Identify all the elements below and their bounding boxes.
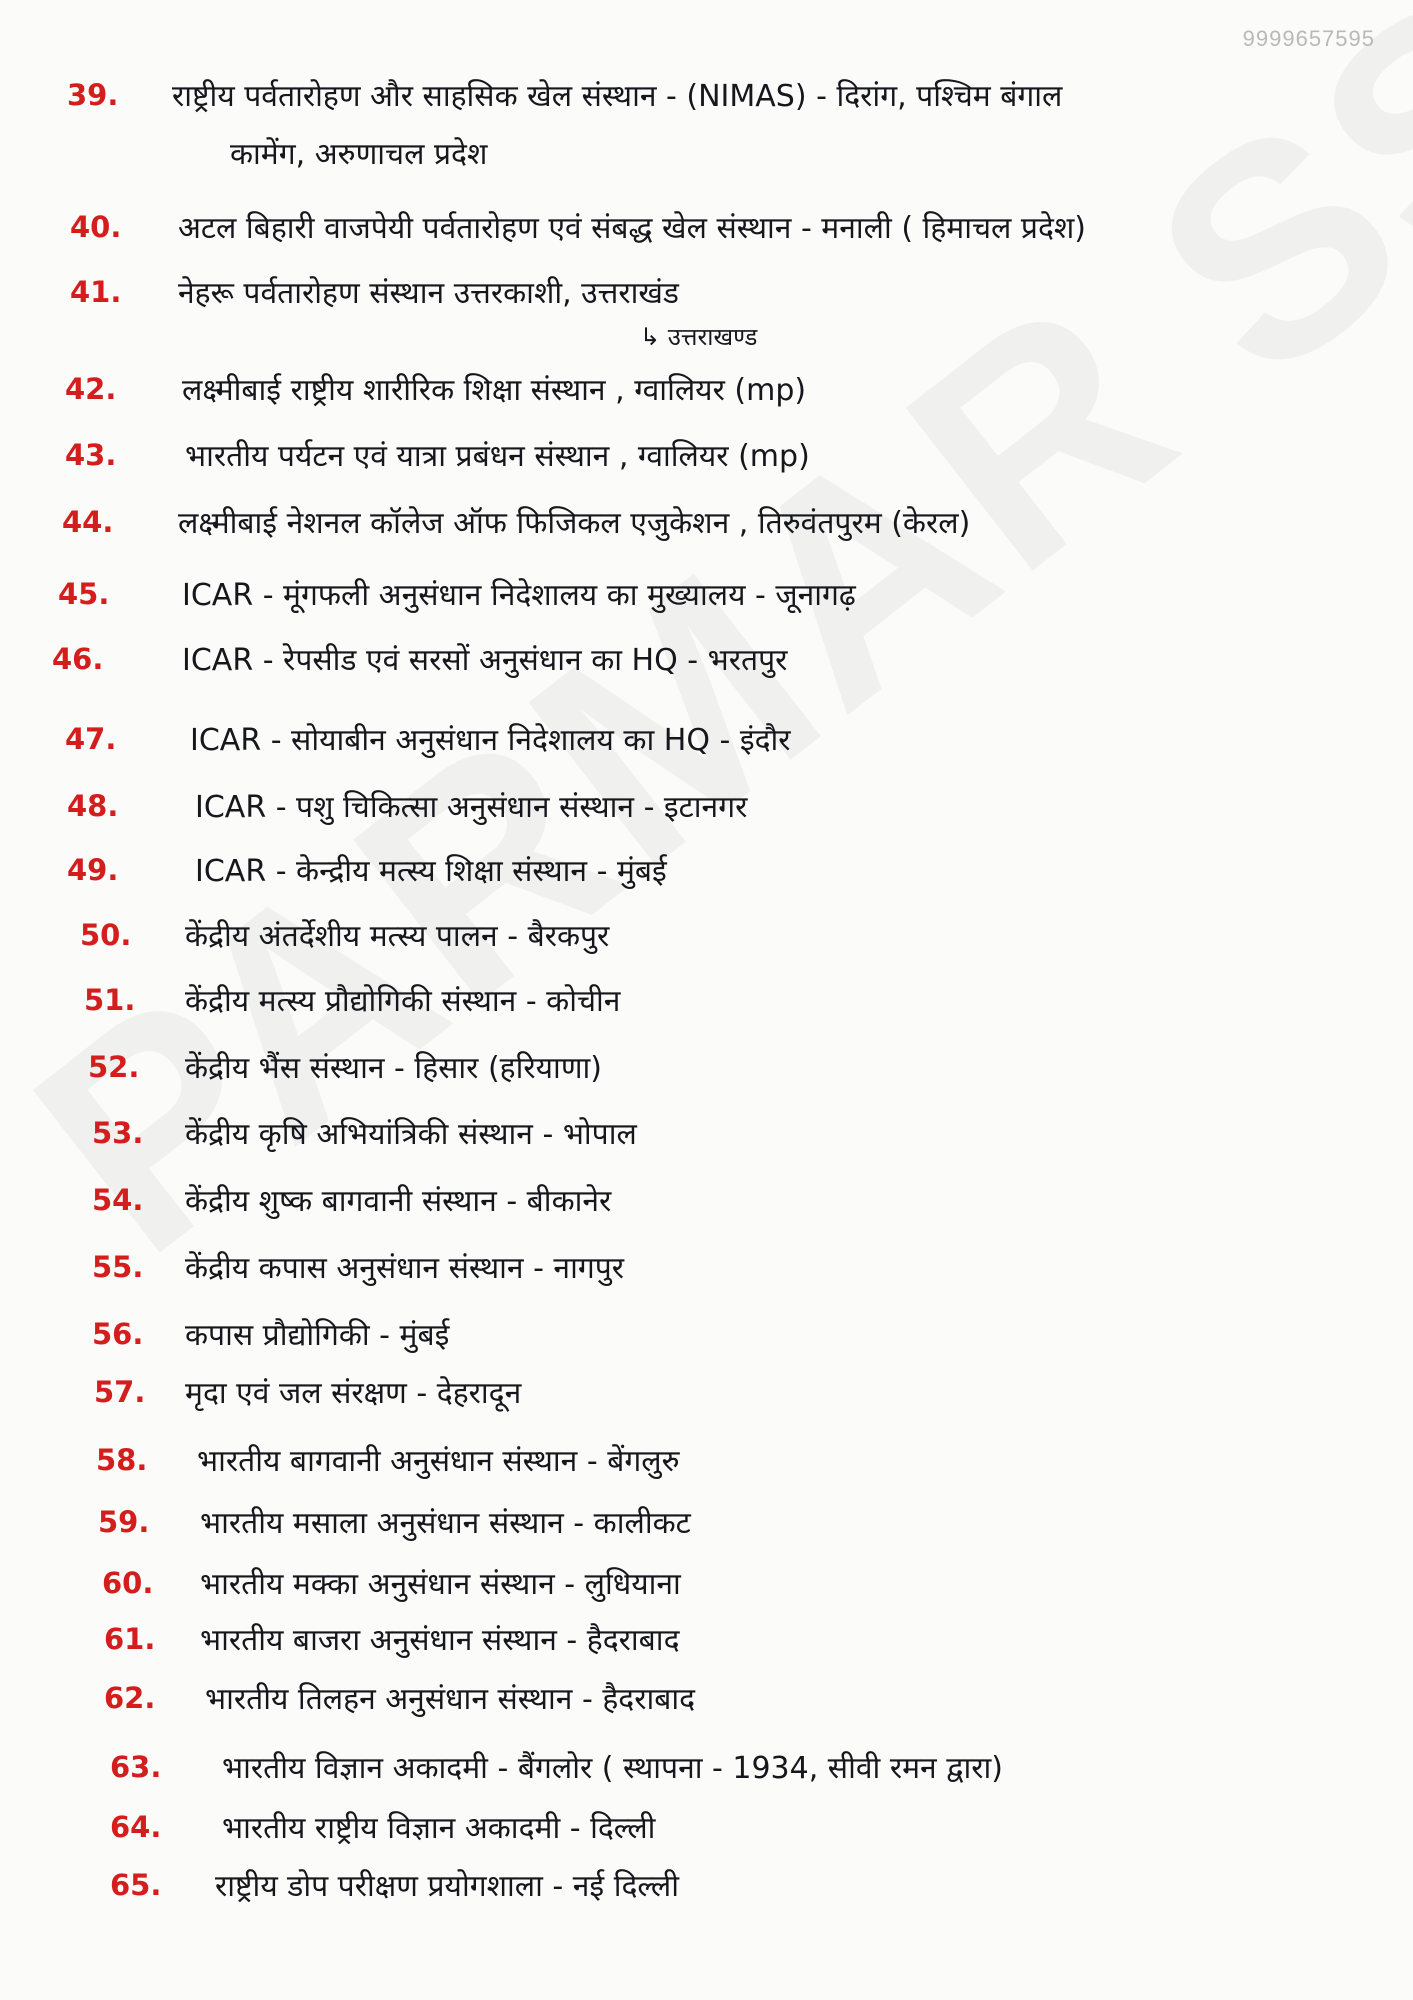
item-number: 60. — [102, 1566, 154, 1600]
item-text: ICAR - रेपसीड एवं सरसों अनुसंधान का HQ - भरतपुर — [182, 643, 788, 678]
list-item — [0, 1116, 1413, 1176]
list-item — [0, 789, 1413, 849]
list-item — [0, 1505, 1413, 1565]
item-number: 44. — [62, 505, 114, 539]
list-item — [0, 983, 1413, 1043]
item-text: भारतीय बागवानी अनुसंधान संस्थान - बेंगलुरु — [197, 1444, 680, 1479]
item-number: 39. — [67, 78, 119, 112]
item-number: 56. — [92, 1317, 144, 1351]
item-text: भारतीय विज्ञान अकादमी - बैंगलोर ( स्थापना - 1934, सीवी रमन द्वारा) — [222, 1751, 1003, 1786]
item-text: भारतीय राष्ट्रीय विज्ञान अकादमी - दिल्ली — [222, 1811, 656, 1846]
item-text: ICAR - सोयाबीन अनुसंधान निदेशालय का HQ - इंदौर — [190, 723, 791, 758]
item-number: 63. — [110, 1750, 162, 1784]
list-item — [0, 78, 1413, 138]
item-text: अटल बिहारी वाजपेयी पर्वतारोहण एवं संबद्ध खेल संस्थान - मनाली ( हिमाचल प्रदेश) — [178, 211, 1086, 246]
list-item — [0, 438, 1413, 498]
list-item — [0, 1050, 1413, 1110]
item-number: 42. — [65, 372, 117, 406]
list-item — [0, 210, 1413, 270]
item-number: 52. — [88, 1050, 140, 1084]
item-text: केंद्रीय कपास अनुसंधान संस्थान - नागपुर — [185, 1251, 625, 1286]
item-text: भारतीय मक्का अनुसंधान संस्थान - लुधियाना — [200, 1567, 681, 1602]
list-item — [0, 918, 1413, 978]
list-item — [0, 642, 1413, 702]
item-text-continuation: कामेंग, अरुणाचल प्रदेश — [230, 137, 488, 172]
item-number: 54. — [92, 1183, 144, 1217]
item-text: नेहरू पर्वतारोहण संस्थान उत्तरकाशी, उत्तराखंड — [178, 276, 679, 311]
item-text: केंद्रीय भैंस संस्थान - हिसार (हरियाणा) — [185, 1051, 602, 1086]
item-number: 45. — [58, 577, 110, 611]
list-item — [0, 1750, 1413, 1810]
list-item — [0, 1566, 1413, 1626]
list-item — [0, 1868, 1413, 1928]
item-number: 48. — [67, 789, 119, 823]
item-number: 46. — [52, 642, 104, 676]
item-number: 41. — [70, 275, 122, 309]
item-text: केंद्रीय अंतर्देशीय मत्स्य पालन - बैरकपुर — [185, 919, 610, 954]
item-text: भारतीय तिलहन अनुसंधान संस्थान - हैदराबाद — [205, 1682, 696, 1717]
list-item — [0, 1810, 1413, 1870]
item-number: 61. — [104, 1622, 156, 1656]
item-number: 47. — [65, 722, 117, 756]
item-text: कपास प्रौद्योगिकी - मुंबई — [185, 1318, 450, 1353]
item-text: ICAR - मूंगफली अनुसंधान निदेशालय का मुख्यालय - जूनागढ़ — [182, 578, 856, 613]
list-item — [0, 1443, 1413, 1503]
list-item — [0, 372, 1413, 432]
item-text: भारतीय बाजरा अनुसंधान संस्थान - हैदराबाद — [200, 1623, 680, 1658]
list-item — [0, 1317, 1413, 1377]
item-text: मृदा एवं जल संरक्षण - देहरादून — [185, 1376, 522, 1411]
item-number: 40. — [70, 210, 122, 244]
item-text: लक्ष्मीबाई राष्ट्रीय शारीरिक शिक्षा संस्थान , ग्वालियर (mp) — [182, 373, 807, 408]
list-item — [0, 722, 1413, 782]
item-number: 64. — [110, 1810, 162, 1844]
item-number: 49. — [67, 853, 119, 887]
list-item — [0, 1183, 1413, 1243]
list-item — [0, 1681, 1413, 1741]
item-text: भारतीय पर्यटन एवं यात्रा प्रबंधन संस्थान , ग्वालियर (mp) — [185, 439, 810, 474]
item-text: केंद्रीय शुष्क बागवानी संस्थान - बीकानेर — [185, 1184, 612, 1219]
item-text: केंद्रीय मत्स्य प्रौद्योगिकी संस्थान - कोचीन — [185, 984, 621, 1019]
item-number: 53. — [92, 1116, 144, 1150]
list-item — [0, 1250, 1413, 1310]
item-number: 43. — [65, 438, 117, 472]
item-number: 51. — [84, 983, 136, 1017]
item-text: भारतीय मसाला अनुसंधान संस्थान - कालीकट — [200, 1506, 691, 1541]
item-number: 58. — [96, 1443, 148, 1477]
item-number: 57. — [94, 1375, 146, 1409]
list-item — [0, 853, 1413, 913]
list-item — [0, 577, 1413, 637]
list-item — [0, 1622, 1413, 1682]
item-text: ICAR - पशु चिकित्सा अनुसंधान संस्थान - इटानगर — [195, 790, 748, 825]
item-text: राष्ट्रीय डोप परीक्षण प्रयोगशाला - नई दिल्ली — [215, 1869, 680, 1904]
list-item — [0, 505, 1413, 565]
item-text: राष्ट्रीय पर्वतारोहण और साहसिक खेल संस्थान - (NIMAS) - दिरांग, पश्चिम बंगाल — [172, 79, 1063, 114]
item-text: ICAR - केन्द्रीय मत्स्य शिक्षा संस्थान - मुंबई — [195, 854, 667, 889]
item-number: 50. — [80, 918, 132, 952]
list-item — [0, 1375, 1413, 1435]
phone-number: 9999657595 — [1242, 26, 1375, 51]
item-text: केंद्रीय कृषि अभियांत्रिकी संस्थान - भोपाल — [185, 1117, 637, 1152]
item-number: 55. — [92, 1250, 144, 1284]
item-number: 62. — [104, 1681, 156, 1715]
item-number: 65. — [110, 1868, 162, 1902]
item-text: लक्ष्मीबाई नेशनल कॉलेज ऑफ फिजिकल एजुकेशन , तिरुवंतपुरम (केरल) — [178, 506, 971, 541]
item-number: 59. — [98, 1505, 150, 1539]
item-annotation: ↳ उत्तराखण्ड — [640, 323, 758, 351]
